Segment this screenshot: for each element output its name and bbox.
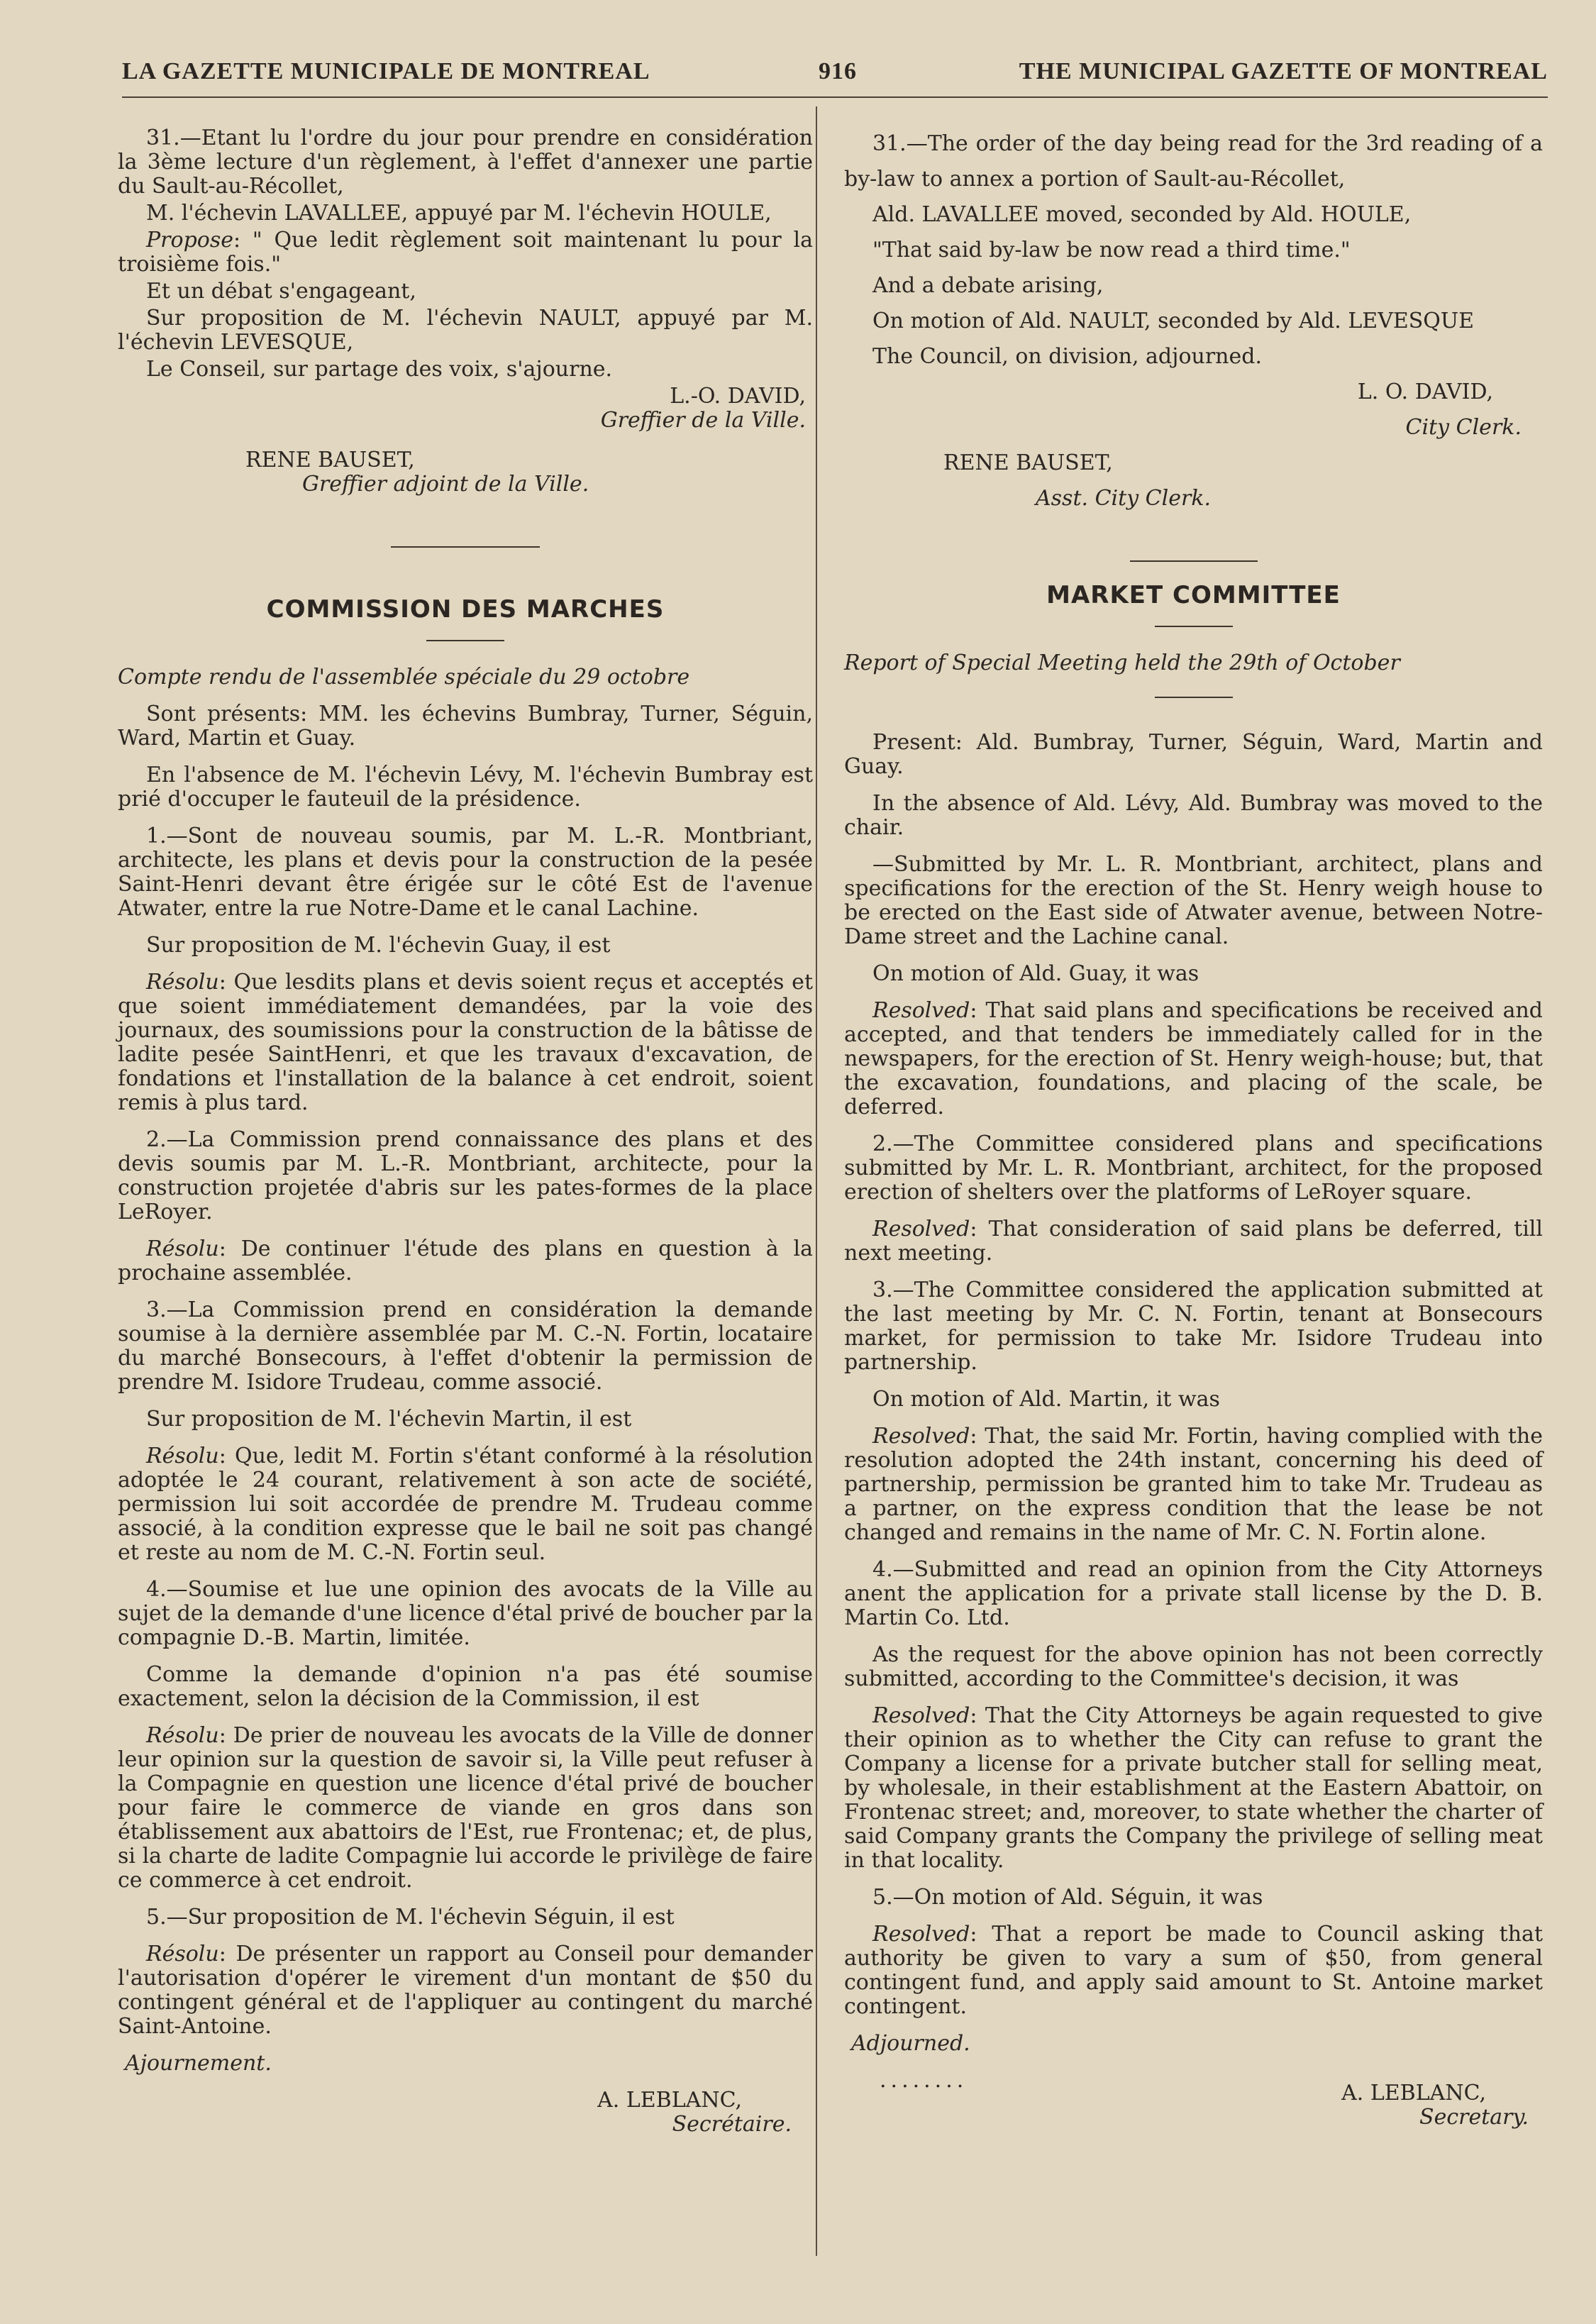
fr-paragraph: 1.—Sont de nouveau soumis, par M. L.-R. Montbriant, architecte, les plans et devis pour la construction de la pesée Saint-Henri devant être érigée sur le côté Est de l'avenue Atwater, entre la rue Notre-Dame et le canal Lachine. (118, 824, 813, 921)
fr-paragraph: Le Conseil, sur partage des voix, s'ajourne. (146, 357, 613, 382)
page-header (122, 58, 1548, 94)
en-resolution (844, 999, 1543, 1119)
en-resolution (844, 1922, 1543, 2019)
en-paragraph: As the request for the above opinion has not been correctly submitted, according to the Committee's decision, it was (844, 1642, 1543, 1691)
fr-propose-text: : " Que ledit règlement soit maintenant lu pour la troisième fois." (118, 228, 813, 277)
fr-resolution (118, 1237, 813, 1285)
fr-resolution (118, 970, 813, 1115)
english-column (844, 126, 1543, 531)
en-resolved-label: Resolved (872, 1424, 970, 1449)
fr-resolution-text: : De prier de nouveau les avocats de la Ville de donner leur opinion sur la question de savoir si, la Ville peut refuser à la Compagnie en question une licence d'étal privé de boucher pour faire le commerce de viande en gros dans son établissement aux abattoirs de l'Est, rue Frontenac; et, de plus, si la charte de ladite Compagnie lui accorde le privilège de faire ce commerce à cet endroit. (118, 1723, 813, 1893)
fr-secretary-title: Secrétaire. (672, 2112, 792, 2137)
fr-paragraph: 3.—La Commission prend en considération la demande soumise à la dernière assemblée par M. C.-N. Fortin, locataire du marché Bonsecours, à l'effet d'obtenir la permission de prendre M. Isidore Trudeau, comme associé. (118, 1297, 813, 1395)
fr-section-title: COMMISSION DES MARCHES (266, 595, 665, 624)
en-paragraph: On motion of Ald. Guay, it was (872, 961, 1199, 986)
en-paragraph: Present: Ald. Bumbray, Turner, Séguin, Ward, Martin and Guay. (844, 730, 1543, 779)
fr-paragraph: Sur proposition de M. l'échevin Guay, il est (146, 933, 611, 958)
en-dots: ........ (880, 2068, 968, 2093)
fr-resolu-label: Résolu (146, 1942, 219, 1966)
en-resolved-label: Resolved (872, 1217, 970, 1241)
en-paragraph: "That said by-law be now read a third time." (872, 238, 1351, 262)
fr-resolu-label: Résolu (146, 1236, 219, 1261)
fr-resolution (118, 1942, 813, 2039)
en-section-title: MARKET COMMITTEE (1046, 581, 1341, 609)
en-resolution-text: : That consideration of said plans be deferred, till next meeting. (844, 1217, 1543, 1266)
fr-resolution (118, 1724, 813, 1893)
en-secretary-title: Secretary. (1419, 2105, 1529, 2130)
header-english-title: THE MUNICIPAL GAZETTE OF MONTREAL (1019, 58, 1548, 84)
fr-paragraph: Sur proposition de M. l'échevin Martin, il est (146, 1407, 632, 1432)
en-resolution-text: : That said plans and specifications be received and accepted, and that tenders be immediately called for in the newspapers, for the erection of St. Henry weigh-house; but, that the excavation, foundations, and placing of the scale, be deferred. (844, 998, 1543, 1119)
fr-resolution-text: : De présenter un rapport au Conseil pour demander l'autorisation d'opérer le virement d'un montant de $50 du contingent général et de l'appliquer au contingent du marché Saint-Antoine. (118, 1942, 813, 2039)
en-resolution (844, 1217, 1543, 1266)
en-paragraph: 31.—The order of the day being read for the 3rd reading of a by-law to annex a portion of Sault-au-Récollet, (844, 131, 1543, 192)
column-divider (816, 106, 817, 2256)
fr-propose-label: Propose (146, 228, 234, 253)
en-resolved-label: Resolved (872, 998, 970, 1023)
fr-secretary-name: A. LEBLANC, (597, 2088, 742, 2113)
page-number: 916 (819, 58, 857, 84)
fr-clerk-name: L.-O. DAVID, (670, 384, 806, 409)
fr-resolu-label: Résolu (146, 1723, 219, 1748)
fr-asst-clerk-name: RENE BAUSET, (245, 448, 415, 472)
en-asst-clerk-name: RENE BAUSET, (943, 450, 1113, 475)
en-asst-clerk-title: Asst. City Clerk. (1036, 486, 1212, 511)
fr-paragraph: 31.—Etant lu l'ordre du jour pour prendre en considération la 3ème lecture d'un règlement, à l'effet d'annexer une partie du Sault-au-Récollet, (118, 126, 813, 199)
en-resolution-text: : That the City Attorneys be again requested to give their opinion as to whether the City can refuse to grant the Company a license for a private butcher stall for selling meat, by wholesale, in their establishment at the Eastern Abattoir, on Frontenac street; and, moreover, to state whether the charter of said Company grants the Company the privilege of selling meat in that locality. (844, 1703, 1543, 1873)
fr-resolution (118, 1444, 813, 1565)
fr-resolution-text: : Que, ledit M. Fortin s'étant conformé à la résolution adoptée le 24 courant, relativement à son acte de société, permission lui soit accordée de prendre M. Trudeau comme associé, à la condition expresse que le bail ne soit pas changé et reste au nom de M. C.-N. Fortin seul. (118, 1444, 813, 1565)
fr-paragraph: M. l'échevin LAVALLEE, appuyé par M. l'échevin HOULE, (146, 201, 772, 226)
en-paragraph: And a debate arising, (872, 273, 1104, 298)
en-paragraph: 5.—On motion of Ald. Séguin, it was (872, 1885, 1263, 1910)
en-paragraph: 4.—Submitted and read an opinion from the City Attorneys anent the application for a private stall license by the D. B. Martin Co. Ltd. (844, 1557, 1543, 1630)
en-adjourn: Adjourned. (851, 2031, 970, 2056)
en-paragraph: The Council, on division, adjourned. (872, 344, 1262, 369)
fr-resolu-label: Résolu (146, 1444, 219, 1468)
en-title-rule (1155, 626, 1233, 627)
en-paragraph: —Submitted by Mr. L. R. Montbriant, architect, plans and specifications for the erection of the St. Henry weigh house to be erected on the East side of Atwater avenue, between Notre-Dame street and the Lachine canal. (844, 852, 1543, 949)
fr-paragraph: 4.—Soumise et lue une opinion des avocats de la Ville au sujet de la demande d'une licence d'étal privé de boucher par la compagnie D.-B. Martin, limitée. (118, 1577, 813, 1650)
en-resolution-text: : That, the said Mr. Fortin, having complied with the resolution adopted the 24th instant, concerning his deed of partnership, permission be granted him to take Mr. Trudeau as a partner, on the express condition that the lease be not changed and remains in the name of Mr. C. N. Fortin alone. (844, 1424, 1543, 1545)
fr-resolution-text: : De continuer l'étude des plans en question à la prochaine assemblée. (118, 1236, 813, 1285)
en-resolved-label: Resolved (872, 1922, 970, 1947)
fr-paragraph: Sont présents: MM. les échevins Bumbray, Turner, Séguin, Ward, Martin et Guay. (118, 702, 813, 751)
fr-resolution-text: : Que lesdits plans et devis soient reçus et acceptés et que soient immédiatement demandées, par la voie des journaux, des soumissions pour la construction de la bâtisse de ladite pesée SaintHenri, et que les travaux d'excavation, de fondations et l'installation de la balance à cet endroit, soient remis à plus tard. (118, 970, 813, 1115)
fr-adjourn: Ajournement. (125, 2051, 272, 2076)
fr-paragraph (118, 228, 813, 277)
en-paragraph: On motion of Ald. NAULT, seconded by Ald. LEVESQUE (872, 309, 1475, 333)
french-column (118, 126, 813, 2137)
en-paragraph: 2.—The Committee considered plans and specifications submitted by Mr. L. R. Montbriant, architect, for the proposed erection of shelters over the platforms of LeRoyer square. (844, 1131, 1543, 1205)
fr-paragraph: 2.—La Commission prend connaissance des plans et des devis soumis par M. L.-R. Montbriant, architecte, pour la construction projetée d'abris sur les pates-formes de la place LeRoyer. (118, 1127, 813, 1224)
fr-asst-clerk-title: Greffier adjoint de la Ville. (302, 472, 589, 497)
fr-title-rule (426, 640, 504, 641)
fr-clerk-title: Greffier de la Ville. (600, 408, 806, 433)
en-clerk-name: L. O. DAVID, (1357, 380, 1493, 404)
fr-resolu-label: Résolu (146, 970, 219, 995)
en-clerk-title: City Clerk. (1405, 415, 1522, 440)
english-committee-section (844, 560, 1543, 2130)
en-secretary-name: A. LEBLANC, (1341, 2081, 1486, 2106)
en-paragraph: In the absence of Ald. Lévy, Ald. Bumbray was moved to the chair. (844, 791, 1543, 840)
fr-paragraph: Comme la demande d'opinion n'a pas été soumise exactement, selon la décision de la Commission, il est (118, 1662, 813, 1711)
en-paragraph: On motion of Ald. Martin, it was (872, 1387, 1220, 1412)
header-french-title: LA GAZETTE MUNICIPALE DE MONTREAL (122, 58, 650, 84)
en-paragraph: Ald. LAVALLEE moved, seconded by Ald. HOULE, (872, 202, 1412, 227)
en-report-title: Report of Special Meeting held the 29th of October (844, 651, 1400, 675)
en-resolution (844, 1704, 1543, 1873)
en-resolved-label: Resolved (872, 1703, 970, 1728)
en-paragraph: 3.—The Committee considered the application submitted at the last meeting by Mr. C. N. Fortin, tenant at Bonsecours market, for permission to take Mr. Isidore Trudeau into partnership. (844, 1278, 1543, 1375)
en-resolution-text: : That a report be made to Council asking that authority be given to vary a sum of $50, from general contingent fund, and apply said amount to St. Antoine market contingent. (844, 1922, 1543, 2019)
fr-paragraph: 5.—Sur proposition de M. l'échevin Séguin, il est (146, 1905, 675, 1930)
en-resolution (844, 1424, 1543, 1545)
fr-paragraph: Et un débat s'engageant, (146, 279, 416, 304)
en-section-rule (1130, 560, 1258, 562)
en-report-rule (1155, 697, 1233, 698)
fr-section-rule (391, 546, 540, 548)
header-rule (122, 96, 1548, 98)
fr-paragraph: En l'absence de M. l'échevin Lévy, M. l'échevin Bumbray est prié d'occuper le fauteuil de la présidence. (118, 763, 813, 812)
fr-paragraph: Sur proposition de M. l'échevin NAULT, appuyé par M. l'échevin LEVESQUE, (118, 306, 813, 355)
fr-report-title: Compte rendu de l'assemblée spéciale du 29 octobre (118, 665, 690, 690)
